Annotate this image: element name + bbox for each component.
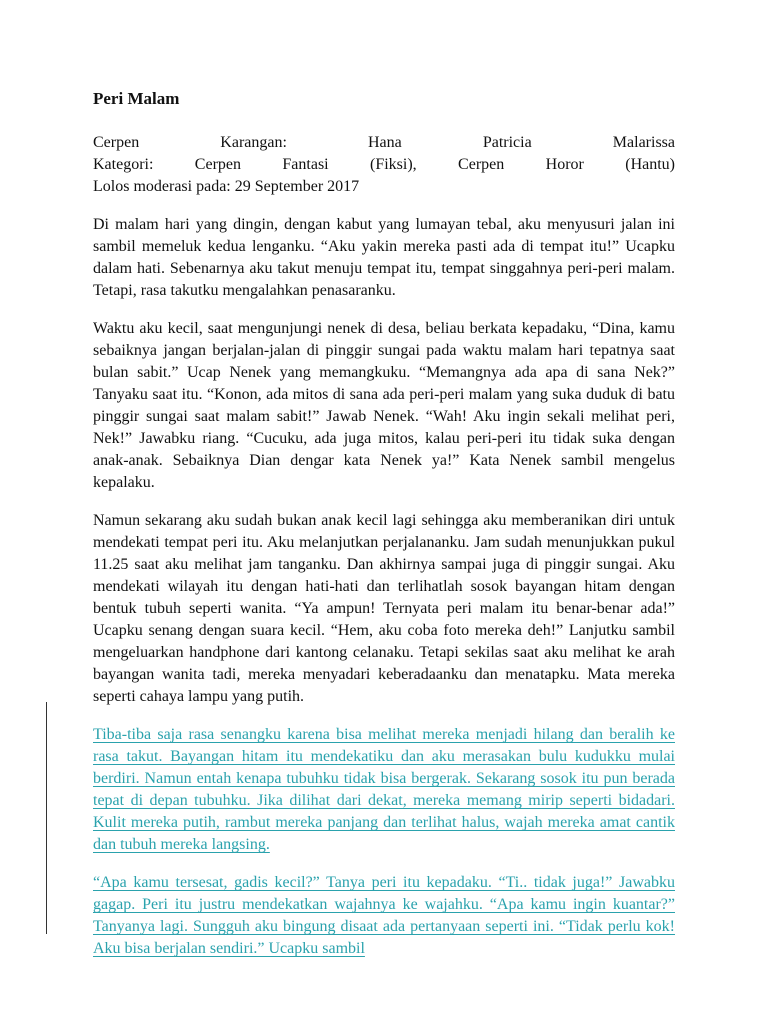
paragraph-3: Namun sekarang aku sudah bukan anak kecil lagi sehingga aku memberanikan diri untuk mendekati tempat peri itu. Aku melanjutkan perjalananku. Jam sudah menunjukkan pukul 11.25 saat aku melihat jam tanganku. Dan akhirnya sampai juga di pinggir sungai. Aku mendekati wilayah itu dengan hati-hati dan terlihatlah sosok bayangan hitam dengan bentuk tubuh seperti wanita. “Ya ampun! Ternyata peri malam itu benar-benar ada!” Ucapku senang dengan suara kecil. “Hem, aku coba foto mereka deh!” Lanjutku sambil mengeluarkan handphone dari kantong celanaku. Tetapi sekilas saat aku melihat ke arah bayangan wanita tadi, mereka menyadari keberadaanku dan menatapku. Mata mereka seperti cahaya lampu yang putih. (93, 512, 675, 705)
meta-author: Cerpen Karangan: Hana Patricia Malarissa (93, 134, 675, 151)
paragraph-4-tracked-change: Tiba-tiba saja rasa senangku karena bisa melihat mereka menjadi hilang dan beralih ke rasa takut. Bayangan hitam itu mendekatiku dan aku merasakan bulu kudukku mulai berdiri. Namun entah kenapa tubuhku tidak bisa bergerak. Sekarang sosok itu pun berada tepat di depan tubuhku. Jika dilihat dari dekat, mereka memang mirip seperti bidadari. Kulit mereka putih, rambut mereka panjang dan terlihat halus, wajah mereka amat cantik dan tubuh mereka langsing. (93, 726, 675, 853)
paragraph-1: Di malam hari yang dingin, dengan kabut yang lumayan tebal, aku menyusuri jalan ini sambil memeluk kedua lenganku. “Aku yakin mereka pasti ada di tempat itu!” Ucapku dalam hati. Sebenarnya aku takut menuju tempat itu, tempat singgahnya peri-peri malam. Tetapi, rasa takutku mengalahkan penasaranku. (93, 216, 675, 299)
paragraph-5-tracked-change: “Apa kamu tersesat, gadis kecil?” Tanya peri itu kepadaku. “Ti.. tidak juga!” Jawabku gagap. Peri itu justru mendekatkan wajahnya ke wajahku. “Apa kamu ingin kuantar?” Tanyanya lagi. Sungguh aku bingung disaat ada pertanyaan seperti ini. “Tidak perlu kok! Aku bisa berjalan sendiri.” Ucapku sambil (93, 874, 675, 957)
paragraph-2: Waktu aku kecil, saat mengunjungi nenek di desa, beliau berkata kepadaku, “Dina, kamu sebaiknya jangan berjalan-jalan di pinggir sungai pada waktu malam hari tepatnya saat bulan sabit.” Ucap Nenek yang memangkuku. “Memangnya ada apa di sana Nek?” Tanyaku saat itu. “Konon, ada mitos di sana ada peri-peri malam yang suka duduk di batu pinggir sungai saat malam sabit!” Jawab Nenek. “Wah! Aku ingin sekali melihat peri, Nek!” Jawabku riang. “Cucuku, ada juga mitos, kalau peri-peri itu tidak suka dengan anak-anak. Sebaiknya Dian dengar kata Nenek ya!” Kata Nenek sambil mengelus kepalaku. (93, 320, 675, 491)
meta-moderation: Lolos moderasi pada: 29 September 2017 (93, 178, 360, 195)
document-body (93, 88, 675, 976)
change-bar (46, 702, 47, 934)
story-title: Peri Malam (93, 89, 180, 108)
story-meta (93, 132, 675, 198)
meta-category: Kategori: Cerpen Fantasi (Fiksi), Cerpen Horor (Hantu) (93, 156, 675, 173)
